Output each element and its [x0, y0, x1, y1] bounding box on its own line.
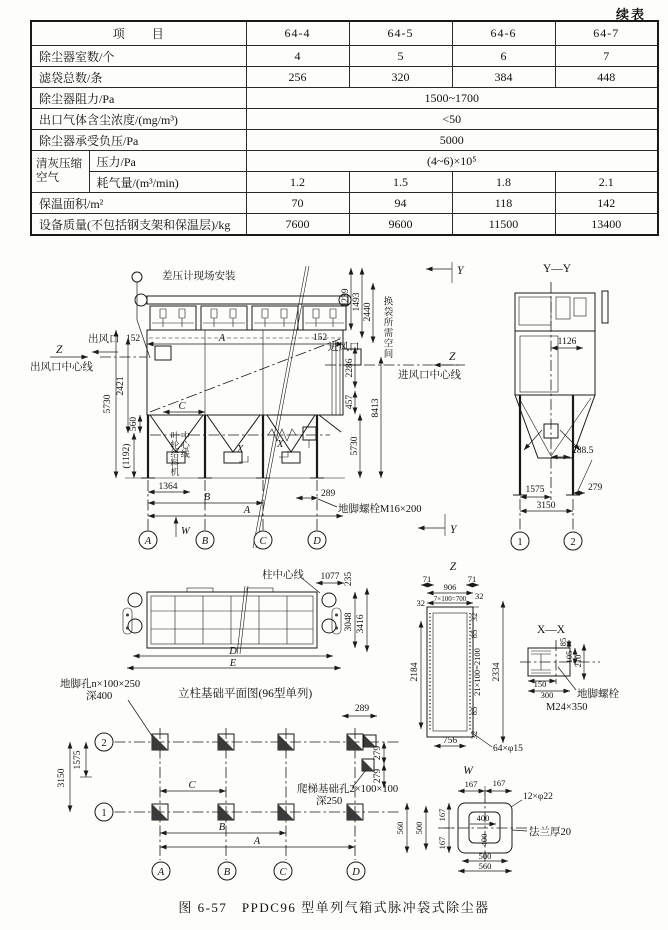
- anchor-hole-label: 地脚孔n×100×250: [60, 679, 141, 690]
- dim-b-found: B: [218, 822, 226, 833]
- dim-1575-found: 1575: [73, 750, 83, 770]
- col-mark-a2: A: [157, 867, 165, 878]
- header-model-3: 64-6: [452, 21, 555, 46]
- dim-906: 906: [443, 582, 457, 592]
- bag-space-vertical-label: 换袋所需空间: [381, 296, 392, 359]
- dim-300: 300: [540, 690, 554, 700]
- anchor-bolt-label: 地脚螺栓M16×200: [338, 504, 422, 515]
- anchor-bolt-xx-label: 地脚螺栓: [577, 689, 619, 700]
- dim-167-top-a: 167: [464, 779, 478, 789]
- dim-152-left: 152: [125, 334, 141, 344]
- row-mark-1: 1: [101, 808, 107, 819]
- anchor-bolt-xx-spec: M24×350: [546, 702, 588, 713]
- cell: 5: [349, 46, 452, 67]
- col-mark-b2: B: [223, 867, 231, 878]
- dim-3416: 3416: [356, 614, 366, 634]
- z-mark-right: Z: [449, 351, 456, 363]
- dim-a: A: [243, 505, 251, 516]
- cell: 4: [246, 46, 349, 67]
- ladder-hole-depth: 深250: [316, 796, 343, 807]
- outlet-centerline-label: 出风口中心线: [30, 362, 93, 373]
- cell: 13400: [555, 214, 658, 236]
- dim-1239: 1239: [341, 288, 351, 308]
- z-mark-left: Z: [56, 344, 63, 356]
- cell: 142: [555, 193, 658, 214]
- header-model-4: 64-7: [555, 21, 658, 46]
- anchor-hole-depth: 深400: [86, 691, 113, 702]
- header-model-2: 64-5: [349, 21, 452, 46]
- cell: 1.5: [349, 172, 452, 193]
- cell: 9600: [349, 214, 452, 236]
- dim-32-bottom: 32: [469, 730, 479, 740]
- cell: 7: [555, 46, 658, 67]
- col-mark-a: A: [144, 536, 152, 547]
- dim-2334: 2334: [492, 662, 502, 682]
- col-mark-b: B: [201, 536, 209, 547]
- dim-3150: 3150: [536, 501, 556, 511]
- row-label: 耗气量/(m³/min): [89, 172, 246, 193]
- column-centerline-label: 柱中心线: [262, 570, 304, 581]
- row-label: 压力/Pa: [89, 151, 246, 172]
- dim-3048: 3048: [344, 612, 354, 632]
- dim-3150-found: 3150: [57, 768, 67, 788]
- dim-71-right: 71: [467, 574, 477, 584]
- dim-167-left-b: 167: [437, 836, 447, 850]
- dim-400-v: 400: [479, 833, 489, 847]
- cell-span: 1500~1700: [246, 88, 658, 109]
- dim-235: 235: [344, 571, 354, 587]
- cell: 7600: [246, 214, 349, 236]
- gauge-label: 差压计现场安装: [162, 271, 236, 282]
- w-detail-view: [395, 765, 571, 871]
- row-label: 除尘器室数/个: [31, 46, 246, 67]
- col-mark-d: D: [313, 536, 321, 547]
- w-mark: W: [181, 526, 190, 537]
- dim-152-right: 152: [312, 333, 328, 343]
- dim-560-left: 560: [395, 821, 405, 835]
- dim-2286: 2286: [345, 358, 355, 378]
- dim-756: 756: [442, 736, 458, 746]
- dim-85-bottom: 85: [469, 706, 479, 716]
- dim-1364: 1364: [158, 482, 178, 492]
- cell: 256: [246, 67, 349, 88]
- inlet-label: 进风口: [328, 342, 360, 353]
- col-mark-c: C: [259, 536, 267, 547]
- foundation-plan-view: [57, 704, 400, 880]
- dim-105: 105: [564, 650, 574, 664]
- dim-1575: 1575: [525, 485, 545, 495]
- side-view-title: Y—Y: [542, 263, 572, 275]
- x-section-mark-2: X: [277, 439, 284, 450]
- dim-d: D: [229, 646, 237, 657]
- cell: 11500: [452, 214, 555, 236]
- xx-detail-view: [520, 624, 619, 713]
- y-mark-top: Y: [457, 265, 464, 277]
- dim-c: C: [178, 401, 186, 412]
- front-elevation-view: [30, 262, 465, 549]
- dim-279b: 279: [373, 768, 383, 784]
- dim-32-right: 32: [475, 591, 484, 601]
- x-section-mark-1: X: [237, 444, 244, 455]
- col-mark-d2: D: [352, 867, 360, 878]
- row-label: 除尘器承受负压/Pa: [31, 130, 246, 151]
- dim-400-h: 400: [476, 813, 490, 823]
- y-mark-bottom: Y: [450, 524, 457, 536]
- z-view-title: Z: [449, 561, 457, 573]
- w-view-title: W: [463, 765, 473, 777]
- dim-289: 289: [321, 489, 336, 499]
- row-label: 滤袋总数/条: [31, 67, 246, 88]
- dim-279: 279: [588, 483, 603, 493]
- row-label: 除尘器阻力/Pa: [31, 88, 246, 109]
- cell: 1.8: [452, 172, 555, 193]
- dim-2421: 2421: [116, 376, 126, 396]
- dim-1192: (1192): [122, 443, 132, 469]
- dim-150: 150: [533, 679, 547, 689]
- dim-210: 210: [573, 654, 583, 668]
- dim-2184: 2184: [410, 662, 420, 682]
- dim-500-left: 500: [414, 821, 424, 835]
- col-mark-c2: C: [279, 867, 287, 878]
- cell: 1.2: [246, 172, 349, 193]
- row-mark-2: 2: [101, 738, 107, 749]
- dim-32-left: 32: [416, 598, 425, 608]
- dim-85-xx: 85: [558, 637, 568, 647]
- dim-500-bottom: 500: [478, 851, 492, 861]
- dim-c-found: C: [188, 780, 196, 791]
- dim-457: 457: [345, 394, 355, 410]
- dim-1077: 1077: [320, 572, 340, 582]
- row-label: 设备质量(不包括钢支架和保温层)/kg: [31, 214, 246, 236]
- header-item: 项 目: [31, 21, 246, 46]
- axis-mark-2: 2: [570, 537, 576, 548]
- dim-a-top: A: [218, 333, 226, 344]
- holes-12-label: 12×φ22: [523, 792, 553, 802]
- dim-167-left-a: 167: [437, 808, 447, 822]
- dim-5730-left: 5730: [103, 394, 113, 414]
- dim-700: 7×100=700: [433, 595, 467, 603]
- inlet-centerline-label: 进风口中心线: [398, 370, 461, 381]
- cell-span: (4~6)×10⁵: [246, 151, 658, 172]
- dim-2440: 2440: [363, 302, 373, 322]
- cell: 118: [452, 193, 555, 214]
- cell: 2.1: [555, 172, 658, 193]
- dim-85-top: 85: [469, 629, 479, 639]
- dim-1493: 1493: [352, 292, 362, 312]
- dim-560-bottom: 560: [478, 861, 492, 871]
- dim-b: B: [203, 492, 211, 503]
- row-label: 保温面积/m²: [31, 193, 246, 214]
- outlet-label: 出风口: [88, 334, 120, 345]
- cell: 448: [555, 67, 658, 88]
- dim-288-5: 288.5: [572, 446, 594, 456]
- xx-view-title: X—X: [536, 624, 566, 636]
- side-view-yy: [511, 263, 608, 550]
- dim-32-top: 32: [469, 612, 479, 622]
- dim-279a: 279: [373, 745, 383, 761]
- axis-mark-1: 1: [517, 537, 523, 548]
- figure-caption: 图 6-57 PPDC96 型单列气箱式脉冲袋式除尘器: [178, 900, 490, 915]
- dim-e: E: [229, 658, 237, 669]
- dim-167-top-b: 167: [492, 778, 506, 788]
- row-group-label: 清灰压缩空气: [31, 151, 89, 193]
- cell: 94: [349, 193, 452, 214]
- continued-table-label: 续表: [615, 7, 646, 22]
- dim-a-found: A: [253, 836, 261, 847]
- cell-span: <50: [246, 109, 658, 130]
- cell: 70: [246, 193, 349, 214]
- feeder-centerline-vertical-label: 叶轮给料机中心线: [169, 431, 190, 476]
- dim-560: 560: [129, 416, 139, 432]
- ladder-hole-label: 爬梯基础孔2×100×100: [297, 784, 399, 795]
- header-model-1: 64-4: [246, 21, 349, 46]
- cell: 320: [349, 67, 452, 88]
- dim-71-left: 71: [422, 574, 432, 584]
- holes-64-label: 64×φ15: [493, 744, 523, 754]
- flange-label: 法兰厚20: [529, 827, 571, 838]
- z-detail-view: [410, 561, 523, 754]
- column-plan-view: [60, 568, 367, 736]
- cell-span: 5000: [246, 130, 658, 151]
- dim-289-found: 289: [354, 704, 370, 714]
- dim-2100: 21×100=2100: [472, 648, 482, 696]
- dim-1126: 1126: [557, 337, 577, 347]
- dim-8413: 8413: [371, 398, 381, 418]
- dim-5730-right: 5730: [350, 436, 360, 456]
- cell: 6: [452, 46, 555, 67]
- cell: 384: [452, 67, 555, 88]
- row-label: 出口气体含尘浓度/(mg/m³): [31, 109, 246, 130]
- plan-title: 立柱基础平面图(96型单列): [178, 688, 313, 700]
